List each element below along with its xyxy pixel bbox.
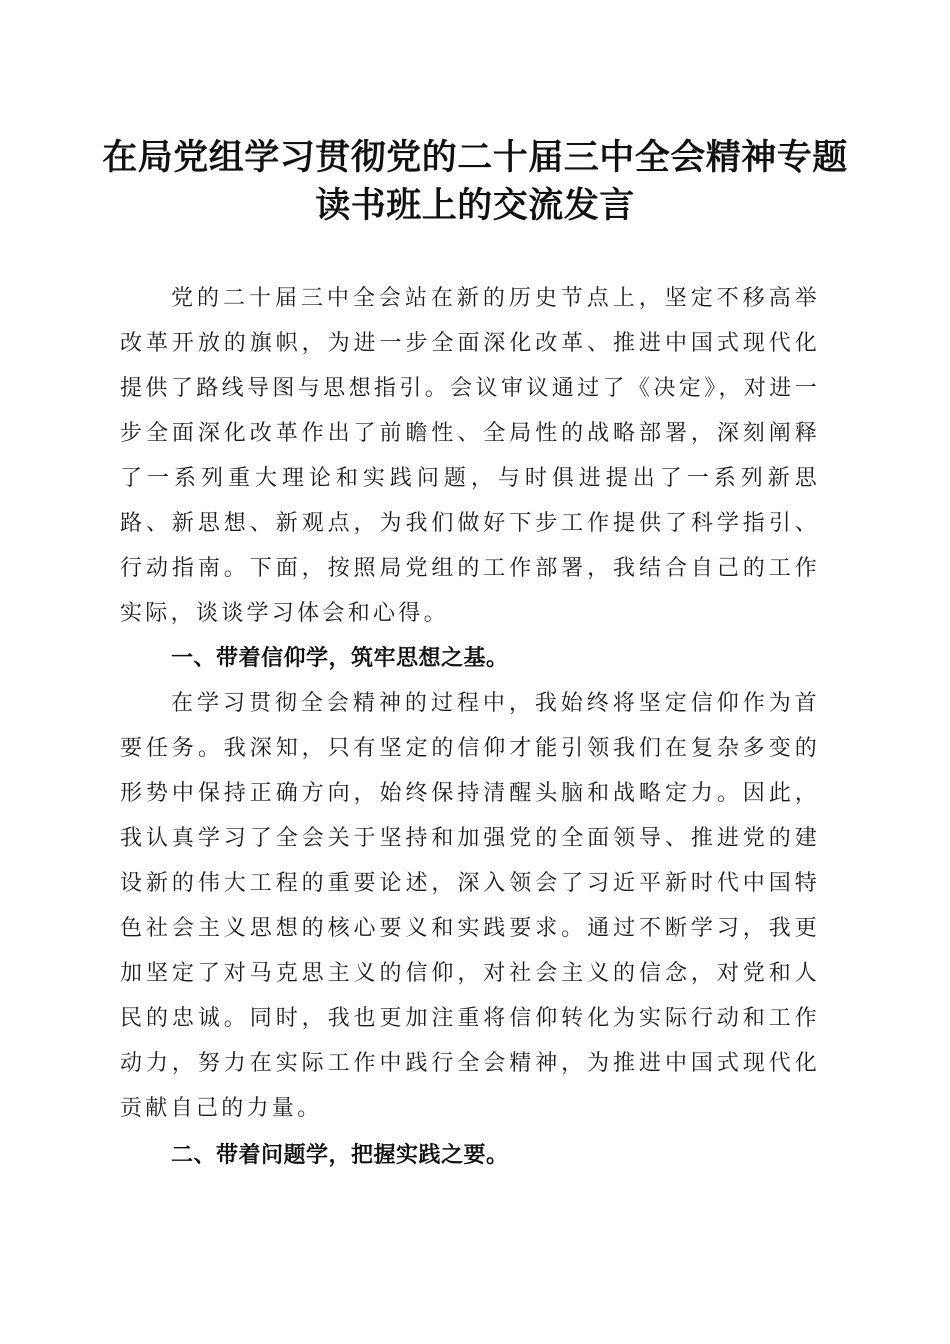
section-heading-1: 一、带着信仰学，筑牢思想之基。 <box>171 646 509 671</box>
document-title: 在局党组学习贯彻党的二十届三中全会精神专题读书班上的交流发言 <box>102 137 848 226</box>
section-heading-2: 二、带着问题学，把握实践之要。 <box>171 1143 509 1168</box>
document-body <box>120 276 820 1178</box>
intro-paragraph: 党的二十届三中全会站在新的历史节点上，坚定不移高举改革开放的旗帜，为进一步全面深化改革、推进中国式现代化提供了路线导图与思想指引。会议审议通过了《决定》，对进一步全面深化改革作出了前瞻性、全局性的战略部署，深刻阐释了一系列重大理论和实践问题，与时俱进提出了一系列新思路、新思想、新观点，为我们做好下步工作提供了科学指引、行动指南。下面，按照局党组的工作部署，我结合自己的工作实际，谈谈学习体会和心得。 <box>120 286 820 626</box>
section-1-paragraph: 在学习贯彻全会精神的过程中，我始终将坚定信仰作为首要任务。我深知，只有坚定的信仰才能引领我们在复杂多变的形势中保持正确方向，始终保持清醒头脑和战略定力。因此，我认真学习了全会关于坚持和加强党的全面领导、推进党的建设新的伟大工程的重要论述，深入领会了习近平新时代中国特色社会主义思想的核心要义和实践要求。通过不断学习，我更加坚定了对马克思主义的信仰，对社会主义的信念，对党和人民的忠诚。同时，我也更加注重将信仰转化为实际行动和工作动力，努力在实际工作中践行全会精神，为推进中国式现代化贡献自己的力量。 <box>120 691 820 1121</box>
